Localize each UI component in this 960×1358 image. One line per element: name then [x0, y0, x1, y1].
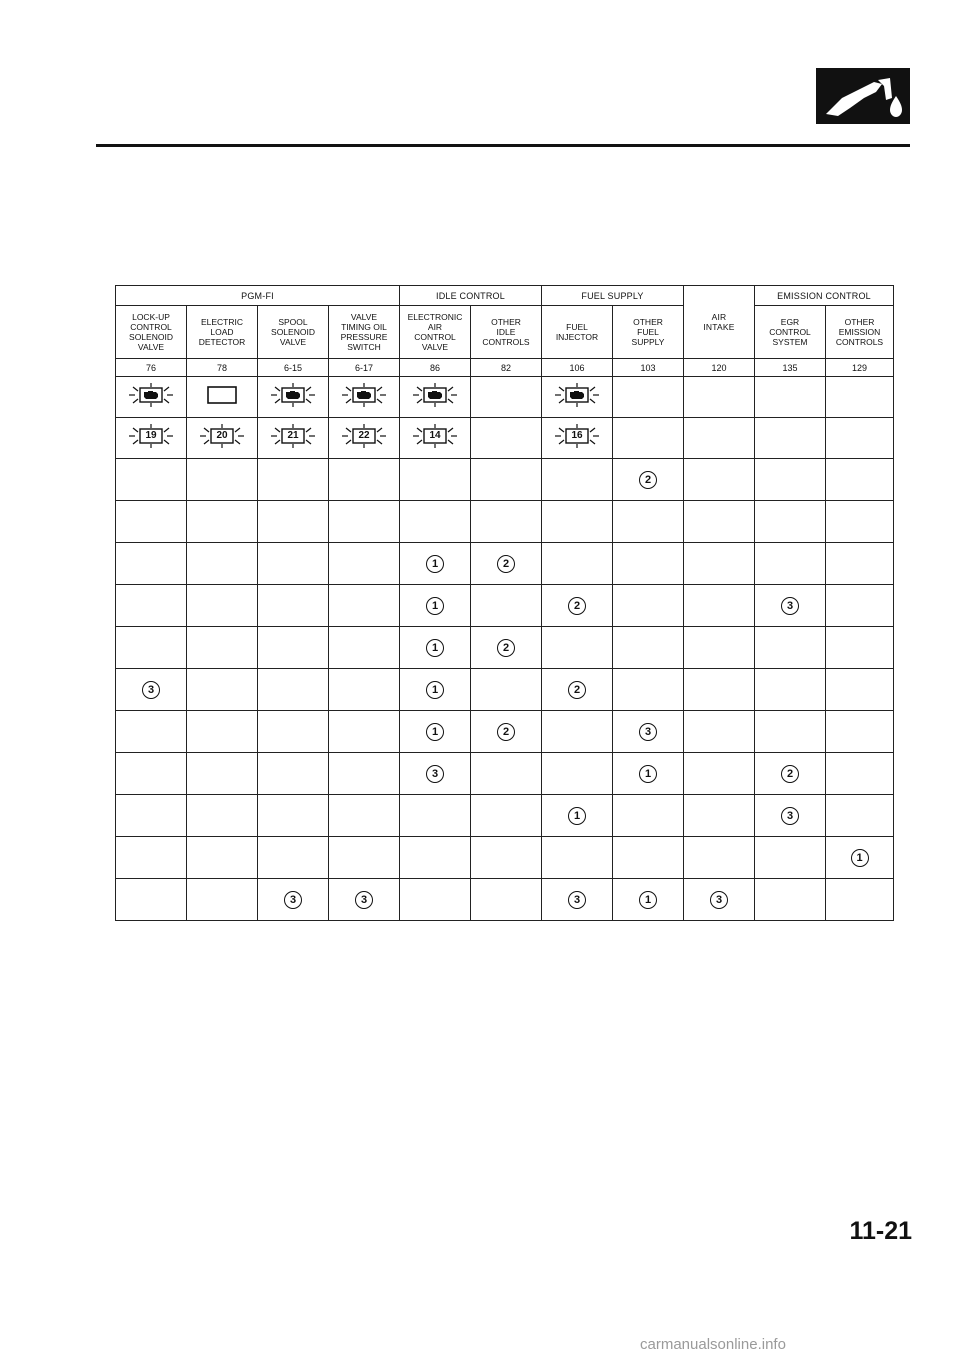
table-cell: [684, 795, 755, 837]
table-cell: [116, 879, 187, 921]
table-cell: [542, 711, 613, 753]
priority-mark: 1: [426, 639, 444, 657]
table-cell: [826, 711, 894, 753]
table-cell: [329, 795, 400, 837]
table-cell: [826, 669, 894, 711]
priority-mark: 3: [710, 891, 728, 909]
column-header-row: [116, 306, 894, 359]
table-cell: [116, 543, 187, 585]
table-cell: [613, 753, 684, 795]
table-row: [116, 627, 894, 669]
table-cell: [116, 501, 187, 543]
table-cell: [329, 459, 400, 501]
page-ref-10: 129: [826, 359, 894, 377]
table-cell: [542, 795, 613, 837]
indicator-cell-3: [329, 377, 400, 418]
table-cell: [826, 879, 894, 921]
fuel-nozzle-icon: [816, 68, 910, 124]
code-cell-1: [187, 418, 258, 459]
page-ref-4: 86: [400, 359, 471, 377]
code-cell-6: [542, 418, 613, 459]
table-cell: [684, 585, 755, 627]
table-cell: [400, 879, 471, 921]
table-cell: [755, 711, 826, 753]
table-cell: [187, 795, 258, 837]
table-cell: [258, 669, 329, 711]
priority-mark: 2: [497, 555, 515, 573]
table-cell: [613, 585, 684, 627]
table-cell: [187, 711, 258, 753]
table-cell: [400, 459, 471, 501]
page-ref-0: 76: [116, 359, 187, 377]
column-header-3: VALVE TIMING OIL PRESSURE SWITCH: [329, 306, 400, 359]
table-cell: [329, 879, 400, 921]
table-cell: [116, 627, 187, 669]
table-cell: [187, 837, 258, 879]
table-cell: [613, 543, 684, 585]
code-number: 20: [216, 429, 228, 441]
column-header-2: SPOOL SOLENOID VALVE: [258, 306, 329, 359]
table-row: [116, 669, 894, 711]
table-cell: [613, 879, 684, 921]
check-engine-light-icon: [553, 381, 601, 409]
table-row: [116, 585, 894, 627]
column-header-8: AIR INTAKE: [684, 286, 755, 359]
table-cell: [684, 753, 755, 795]
indicator-cell-6: [542, 377, 613, 418]
table-cell: [400, 753, 471, 795]
column-header-6: FUEL INJECTOR: [542, 306, 613, 359]
table-cell: [613, 627, 684, 669]
indicator-cell-8: [684, 377, 755, 418]
table-row: [116, 753, 894, 795]
group-header-2: FUEL SUPPLY: [542, 286, 684, 306]
table-cell: [542, 501, 613, 543]
indicator-cell-4: [400, 377, 471, 418]
group-header-3: EMISSION CONTROL: [755, 286, 894, 306]
priority-mark: 1: [426, 597, 444, 615]
priority-mark: 2: [497, 639, 515, 657]
code-number: 21: [287, 429, 299, 441]
table-cell: [755, 627, 826, 669]
code-number: 14: [429, 429, 441, 441]
page-number: 11-21: [849, 1217, 912, 1245]
priority-mark: 3: [568, 891, 586, 909]
code-14-icon: [411, 422, 459, 450]
table-cell: [613, 669, 684, 711]
table-cell: [400, 795, 471, 837]
table-cell: [471, 879, 542, 921]
table-cell: [613, 795, 684, 837]
table-cell: [613, 459, 684, 501]
table-cell: [684, 501, 755, 543]
table-cell: [116, 585, 187, 627]
table-row: [116, 459, 894, 501]
table-cell: [116, 669, 187, 711]
table-cell: [400, 669, 471, 711]
code-22-icon: [340, 422, 388, 450]
table-cell: [329, 837, 400, 879]
priority-mark: 1: [426, 555, 444, 573]
table-cell: [542, 837, 613, 879]
table-cell: [329, 711, 400, 753]
code-cell-3: [329, 418, 400, 459]
priority-mark: 3: [781, 597, 799, 615]
code-20-icon: [198, 422, 246, 450]
troubleshooting-table: [115, 285, 894, 921]
priority-mark: 3: [355, 891, 373, 909]
table-cell: [542, 753, 613, 795]
table-row: [116, 879, 894, 921]
table-cell: [542, 879, 613, 921]
column-header-7: OTHER FUEL SUPPLY: [613, 306, 684, 359]
column-header-9: EGR CONTROL SYSTEM: [755, 306, 826, 359]
table-cell: [542, 459, 613, 501]
priority-mark: 2: [639, 471, 657, 489]
code-21-icon: [269, 422, 317, 450]
table-cell: [187, 627, 258, 669]
table-cell: [613, 711, 684, 753]
priority-mark: 1: [639, 765, 657, 783]
page-ref-7: 103: [613, 359, 684, 377]
table-cell: [471, 837, 542, 879]
table-cell: [187, 543, 258, 585]
group-header-1: IDLE CONTROL: [400, 286, 542, 306]
indicator-cell-7: [613, 377, 684, 418]
check-engine-light-icon: [127, 381, 175, 409]
table-cell: [755, 795, 826, 837]
table-cell: [684, 879, 755, 921]
table-cell: [258, 837, 329, 879]
table-cell: [613, 501, 684, 543]
indicator-cell-10: [826, 377, 894, 418]
table-cell: [684, 669, 755, 711]
table-cell: [329, 543, 400, 585]
table-cell: [684, 543, 755, 585]
group-header-0: PGM-FI: [116, 286, 400, 306]
code-number: 16: [571, 429, 583, 441]
page-ref-9: 135: [755, 359, 826, 377]
indicator-cell-1: [187, 377, 258, 418]
table-cell: [400, 585, 471, 627]
code-cell-8: [684, 418, 755, 459]
table-cell: [400, 627, 471, 669]
priority-mark: 3: [426, 765, 444, 783]
table-cell: [471, 753, 542, 795]
table-row: [116, 501, 894, 543]
table-cell: [684, 837, 755, 879]
page-ref-1: 78: [187, 359, 258, 377]
column-header-5: OTHER IDLE CONTROLS: [471, 306, 542, 359]
code-cell-2: [258, 418, 329, 459]
table-cell: [471, 711, 542, 753]
table-cell: [542, 543, 613, 585]
table-cell: [471, 669, 542, 711]
indicator-cell-5: [471, 377, 542, 418]
priority-mark: 2: [568, 597, 586, 615]
table-cell: [826, 543, 894, 585]
indicator-cell-0: [116, 377, 187, 418]
table-cell: [116, 837, 187, 879]
table-cell: [187, 459, 258, 501]
table-cell: [329, 669, 400, 711]
indicator-cell-2: [258, 377, 329, 418]
table-cell: [826, 753, 894, 795]
priority-mark: 1: [426, 723, 444, 741]
table-row: [116, 543, 894, 585]
table-cell: [258, 711, 329, 753]
code-cell-7: [613, 418, 684, 459]
table-cell: [826, 795, 894, 837]
table-cell: [826, 627, 894, 669]
table-cell: [258, 627, 329, 669]
table-cell: [826, 585, 894, 627]
code-number: 19: [145, 429, 157, 441]
table-cell: [400, 543, 471, 585]
page-ref-5: 82: [471, 359, 542, 377]
priority-mark: 1: [568, 807, 586, 825]
table-cell: [826, 501, 894, 543]
table-cell: [684, 627, 755, 669]
table-cell: [826, 459, 894, 501]
table-cell: [116, 459, 187, 501]
page-ref-row: [116, 359, 894, 377]
table-cell: [258, 459, 329, 501]
table-cell: [187, 669, 258, 711]
table-cell: [258, 501, 329, 543]
table-cell: [187, 879, 258, 921]
table-cell: [755, 459, 826, 501]
table-cell: [684, 711, 755, 753]
table-cell: [258, 879, 329, 921]
page-ref-3: 6-17: [329, 359, 400, 377]
table-cell: [329, 627, 400, 669]
indicator-cell-9: [755, 377, 826, 418]
table-cell: [613, 837, 684, 879]
table-cell: [258, 753, 329, 795]
table-cell: [187, 753, 258, 795]
priority-mark: 3: [284, 891, 302, 909]
page-ref-6: 106: [542, 359, 613, 377]
table-cell: [400, 837, 471, 879]
column-header-1: ELECTRIC LOAD DETECTOR: [187, 306, 258, 359]
table-row: [116, 837, 894, 879]
table-cell: [755, 543, 826, 585]
table-cell: [755, 753, 826, 795]
priority-mark: 3: [639, 723, 657, 741]
priority-mark: 1: [851, 849, 869, 867]
column-header-0: LOCK-UP CONTROL SOLENOID VALVE: [116, 306, 187, 359]
group-header-row: [116, 286, 894, 306]
table-cell: [471, 501, 542, 543]
table-cell: [755, 585, 826, 627]
table-cell: [755, 879, 826, 921]
page-ref-2: 6-15: [258, 359, 329, 377]
column-header-10: OTHER EMISSION CONTROLS: [826, 306, 894, 359]
table-cell: [116, 753, 187, 795]
check-engine-light-icon: [269, 381, 317, 409]
table-cell: [471, 585, 542, 627]
code-cell-10: [826, 418, 894, 459]
table-cell: [329, 585, 400, 627]
table-cell: [187, 585, 258, 627]
code-cell-0: [116, 418, 187, 459]
table-cell: [116, 711, 187, 753]
check-engine-light-icon: [411, 381, 459, 409]
table-cell: [258, 795, 329, 837]
code-row: [116, 418, 894, 459]
table-cell: [471, 795, 542, 837]
table-cell: [755, 669, 826, 711]
table-cell: [329, 753, 400, 795]
table-cell: [542, 585, 613, 627]
table-cell: [684, 459, 755, 501]
priority-mark: 1: [639, 891, 657, 909]
table-cell: [542, 627, 613, 669]
table-cell: [400, 501, 471, 543]
code-cell-9: [755, 418, 826, 459]
table-cell: [258, 585, 329, 627]
table-cell: [116, 795, 187, 837]
table-cell: [826, 837, 894, 879]
table-cell: [471, 543, 542, 585]
table-cell: [471, 459, 542, 501]
priority-mark: 2: [781, 765, 799, 783]
priority-mark: 2: [568, 681, 586, 699]
priority-mark: 1: [426, 681, 444, 699]
check-engine-light-icon: [340, 381, 388, 409]
code-19-icon: [127, 422, 175, 450]
page-ref-8: 120: [684, 359, 755, 377]
code-cell-4: [400, 418, 471, 459]
box-icon: [198, 381, 246, 409]
indicator-row: [116, 377, 894, 418]
code-16-icon: [553, 422, 601, 450]
table-cell: [400, 711, 471, 753]
header-rule: [96, 144, 910, 147]
table-cell: [755, 501, 826, 543]
table-cell: [329, 501, 400, 543]
priority-mark: 3: [781, 807, 799, 825]
code-cell-5: [471, 418, 542, 459]
column-header-4: ELECTRONIC AIR CONTROL VALVE: [400, 306, 471, 359]
watermark-text: carmanualsonline.info: [640, 1336, 786, 1353]
table-cell: [258, 543, 329, 585]
table-row: [116, 795, 894, 837]
priority-mark: 3: [142, 681, 160, 699]
table-cell: [187, 501, 258, 543]
table-cell: [471, 627, 542, 669]
table-cell: [542, 669, 613, 711]
priority-mark: 2: [497, 723, 515, 741]
table-row: [116, 711, 894, 753]
table-cell: [755, 837, 826, 879]
code-number: 22: [358, 429, 370, 441]
